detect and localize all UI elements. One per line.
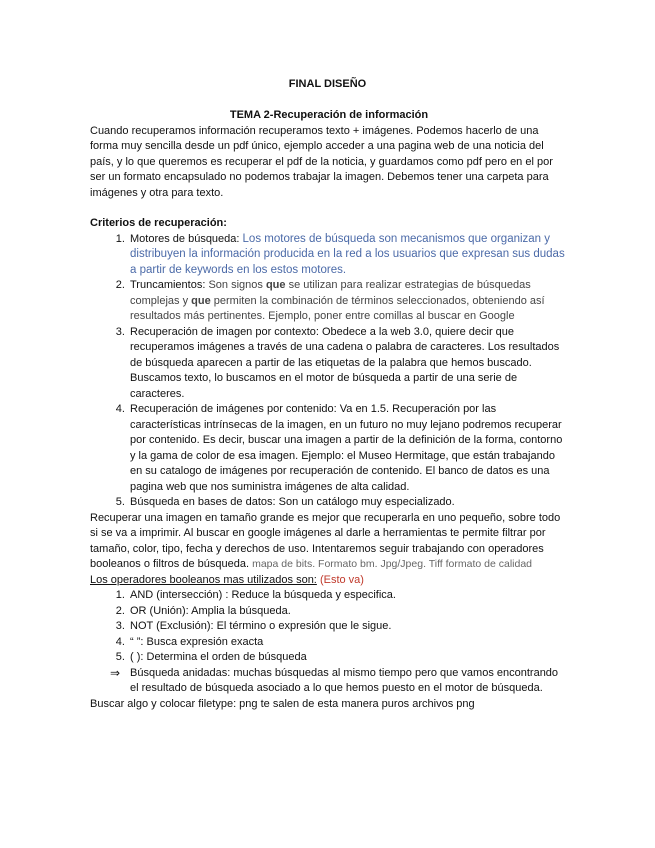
criterion-label: Motores de búsqueda: [130,232,240,245]
criterion-text: Los motores de búsqueda son mecanismos que organizan y distribuyen la información producida en la red a los usuarios que expresan sus dudas a partir de keywords en los estos motores. [130,232,565,276]
spacer [90,201,568,216]
criterion-label: Truncamientos: [130,279,206,291]
text-run: Son signos [208,279,266,291]
criteria-heading: Criterios de recuperación: [90,217,227,229]
list-item: 4. “ ”: Busca expresión exacta [128,635,568,651]
section-title: TEMA 2-Recuperación de información [229,109,429,121]
arrow-icon: ⇒ [110,665,121,680]
operators-list [90,588,568,666]
list-item [128,232,568,279]
list-item: 1. AND (intersección) : Reduce la búsqueda y especifica. [128,588,568,604]
list-item: 3. Recuperación de imagen por contexto: Obedece a la web 3.0, quiere decir que recuperamos imágenes a través de una cadena o palabra de caracteres. Los resultados de búsqueda aparecen a partir de las etiquetas de la palabra que hemos buscado. Buscamos texto, lo buscamos en el motor de búsqueda a partir de una serie de caracteres. [128,325,568,403]
list-item [128,278,568,325]
list-item: 3. NOT (Exclusión): El término o expresión que le sigue. [128,619,568,635]
final-line: Buscar algo y colocar filetype: png te salen de esta manera puros archivos png [90,697,475,710]
document-body [90,108,568,712]
underlined-heading: Los operadores booleanos mas utilizados son: [90,573,317,586]
text-run: permiten la combinación de términos seleccionados, obteniendo así resultados más pertinentes. Ejemplo, poner entre comillas al buscar en Google [130,294,545,322]
gray-note: mapa de bits. Formato bm. Jpg/Jpeg. Tiff formato de calidad [252,558,533,570]
document-title: FINAL DISEÑO [288,78,367,90]
operators-heading [90,573,568,589]
criteria-list [90,232,568,511]
list-item: 4. Recuperación de imágenes por contenido: Va en 1.5. Recuperación por las características intrínsecas de la imagen, en un futuro no muy lejano podremos recuperar por contenido. Es decir, buscar una imagen a partir de la definición de la forma, contorno y la gama de color de esa imagen. Ejemplo: el Museo Hermitage, que están trabajando en su catalogo de imágenes por recuperación de contenido. El banco de datos es una pagina web que nos suministra imágenes de alta calidad. [128,402,568,495]
text-run: se utilizan para realizar estrategias de búsquedas complejas y [130,279,531,307]
list-item: 5. Búsqueda en bases de datos: Son un catálogo muy especializado. [128,495,568,511]
bold-word: que [265,279,286,291]
intro-paragraph: Cuando recuperamos información recuperamos texto + imágenes. Podemos hacerlo de una forma muy sencilla desde un pdf único, ejemplo acceder a una pagina web de una noticia del país, y lo que queremos es recuperar el pdf de la noticia, y guardamos como pdf pero en el por ser un formato encapsulado no podemos trabajar la imagen. Debemos tener una carpeta para imágenes y otra para texto. [90,124,553,199]
list-item: 5. ( ): Determina el orden de búsqueda [128,650,568,666]
image-paragraph [90,511,568,573]
bold-word: que [191,294,211,307]
red-note: (Esto va) [319,573,364,586]
arrow-list-item [90,666,568,697]
list-item: 2. OR (Unión): Amplia la búsqueda. [128,604,568,620]
text-run: Recuperar una imagen en tamaño grande es mejor que recuperarla en uno pequeño, sobre todo si se va a imprimir. Al buscar en google imágenes al darle a herramientas te permite filtrar por tamaño, color, tipo, fecha y derechos de uso. Intentaremos seguir trabajando con operadores booleanos o filtros de búsqueda. [90,511,561,570]
nested-search-text: Búsqueda anidadas: muchas búsquedas al mismo tiempo pero que vamos encontrando el resultado de búsqueda asociado a lo que hemos puesto en el motor de búsqueda. [130,666,559,694]
